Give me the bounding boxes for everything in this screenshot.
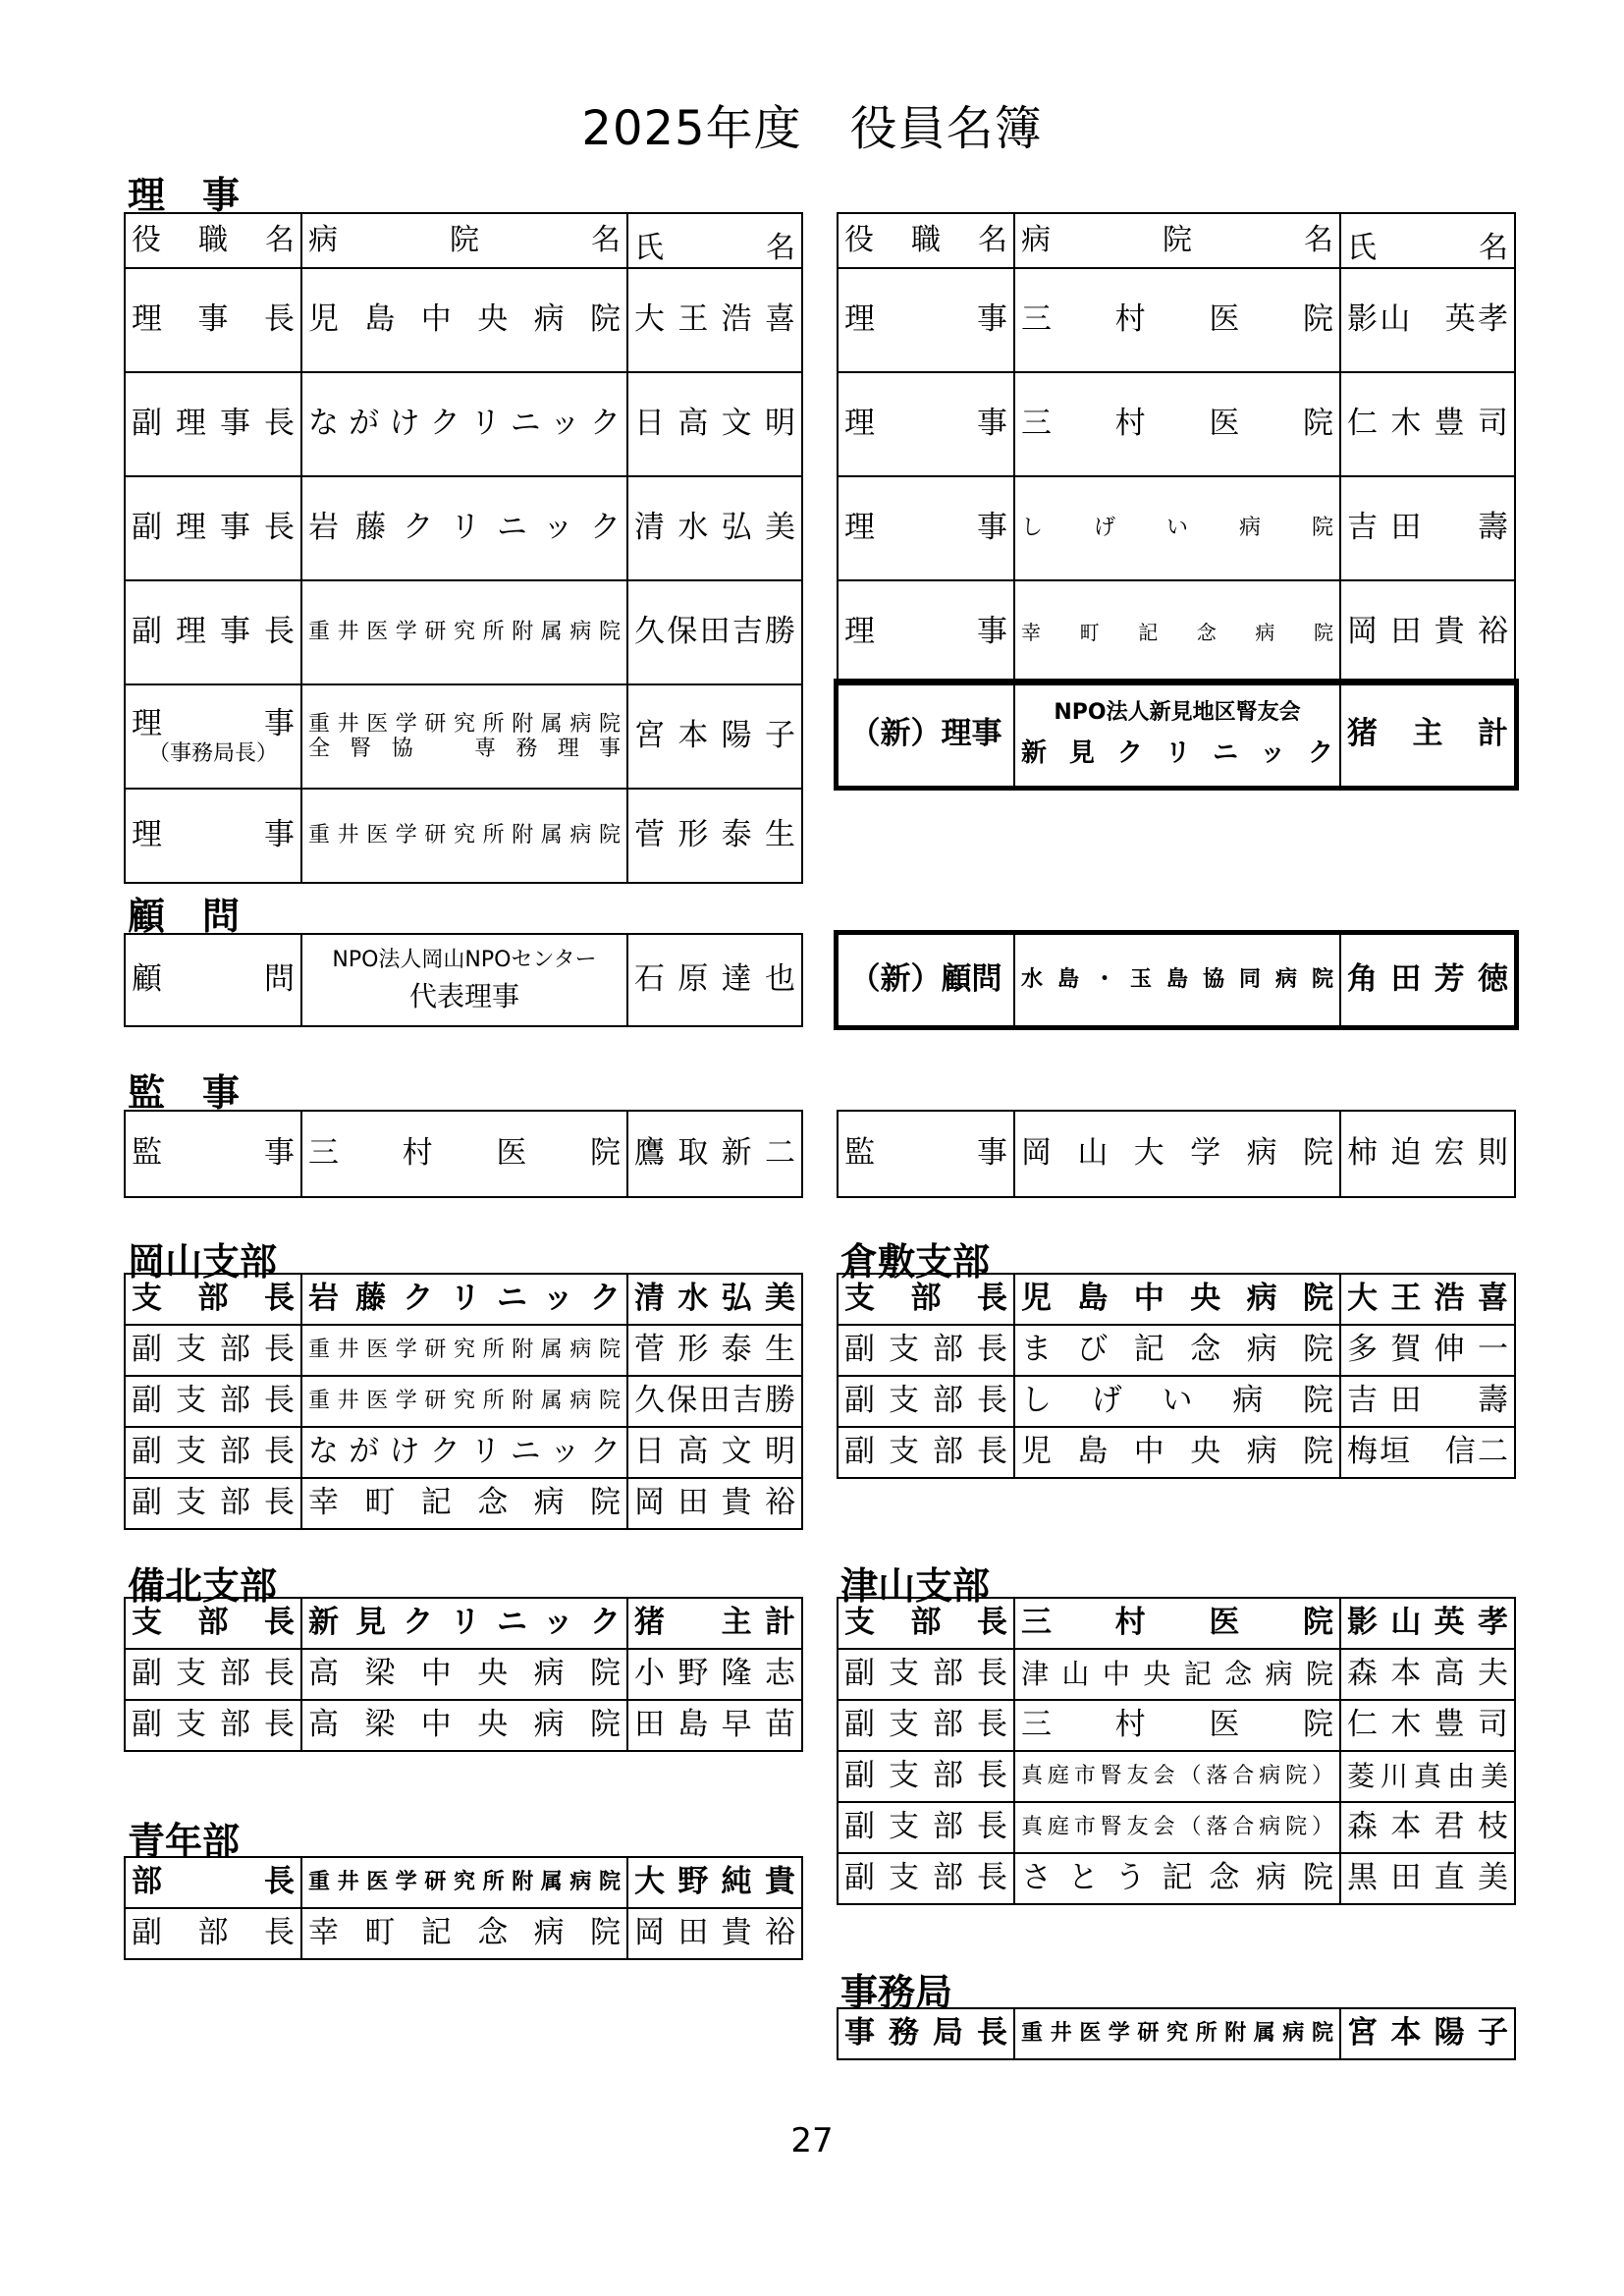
okayama-table — [124, 1273, 803, 1530]
table-row — [838, 1802, 1515, 1853]
hospital-cell: 三村医院 — [301, 1111, 627, 1197]
header-position: 役職名 — [838, 213, 1014, 268]
name-cell: 石原達也 — [627, 934, 802, 1026]
position-cell: 副部長 — [125, 1908, 301, 1959]
komon-right-table — [837, 933, 1516, 1027]
header-name: 氏名 — [627, 213, 802, 268]
hospital-cell: さとう記念病院 — [1014, 1853, 1340, 1904]
table-row — [125, 1598, 802, 1649]
table-row — [838, 1700, 1515, 1751]
name-cell: 日高文明 — [627, 1427, 802, 1478]
table-row — [125, 1908, 802, 1959]
table-row — [125, 1376, 802, 1427]
name-cell: 清水弘美 — [627, 1274, 802, 1325]
position-sub-label: （事務局長） — [147, 741, 278, 767]
section-jimukyoku: 事務局 — [840, 1971, 953, 2014]
table-row — [838, 1325, 1515, 1376]
position-cell: 副支部長 — [838, 1700, 1014, 1751]
name-cell: 岡田貴裕 — [1340, 580, 1515, 684]
position-cell: 事務局長 — [838, 2008, 1014, 2059]
name-cell: 鷹取新二 — [627, 1111, 802, 1197]
hospital-cell: 真庭市腎友会（落合病院） — [1014, 1802, 1340, 1853]
name-cell: 小野隆志 — [627, 1649, 802, 1700]
position-cell: 監事 — [838, 1111, 1014, 1197]
name-cell: 影山 英孝 — [1340, 268, 1515, 372]
name-cell: 清水弘美 — [627, 476, 802, 580]
hospital-cell: 児島中央病院 — [301, 268, 627, 372]
position-cell: 監事 — [125, 1111, 301, 1197]
jimukyoku-table — [837, 2007, 1516, 2060]
position-cell: 副支部長 — [125, 1649, 301, 1700]
table-row — [125, 684, 802, 789]
hospital-cell: 重井医学研究所附属病院 — [301, 1376, 627, 1427]
table-row — [838, 1853, 1515, 1904]
bihoku-table — [124, 1597, 803, 1752]
position-cell: 副支部長 — [125, 1376, 301, 1427]
name-cell: 仁木豊司 — [1340, 372, 1515, 476]
position-cell: 副支部長 — [838, 1325, 1014, 1376]
section-tsuyama: 津山支部 — [840, 1564, 991, 1608]
hospital-cell: 水島・玉島協同病院 — [1014, 934, 1340, 1026]
position-cell: 支部長 — [125, 1598, 301, 1649]
hospital-cell: 幸町記念病院 — [301, 1478, 627, 1529]
position-cell: 理事 — [125, 789, 301, 883]
table-row — [125, 1478, 802, 1529]
table-row — [838, 580, 1515, 684]
hospital-cell: 岡山大学病院 — [1014, 1111, 1340, 1197]
name-cell: 大王浩喜 — [1340, 1274, 1515, 1325]
position-cell: 理事長 — [125, 268, 301, 372]
hospital-cell: しげい病院 — [1014, 476, 1340, 580]
position-cell — [125, 684, 301, 789]
table-row — [838, 1274, 1515, 1325]
section-bihoku: 備北支部 — [128, 1564, 278, 1608]
position-cell: 副理事長 — [125, 372, 301, 476]
hospital-cell: 児島中央病院 — [1014, 1427, 1340, 1478]
table-row — [838, 268, 1515, 372]
hospital-cell: 津山中央記念病院 — [1014, 1649, 1340, 1700]
table-row — [838, 1751, 1515, 1802]
hospital-label: NPO法人新見地区腎友会 — [1054, 700, 1301, 726]
name-cell: 吉田 壽 — [1340, 476, 1515, 580]
name-cell: 大野純貴 — [627, 1857, 802, 1908]
position-cell: （新）顧問 — [838, 934, 1014, 1026]
name-cell: 多賀伸一 — [1340, 1325, 1515, 1376]
table-row — [838, 476, 1515, 580]
hospital-cell: 新見クリニック — [301, 1598, 627, 1649]
name-cell: 宮本陽子 — [1340, 2008, 1515, 2059]
position-cell: 支部長 — [125, 1274, 301, 1325]
section-riji: 理 事 — [128, 174, 241, 217]
section-okayama: 岡山支部 — [128, 1240, 278, 1284]
name-cell: 吉田 壽 — [1340, 1376, 1515, 1427]
riji-left-table — [124, 212, 803, 884]
header-position: 役職名 — [125, 213, 301, 268]
name-cell: 日高文明 — [627, 372, 802, 476]
hospital-cell: 重井医学研究所附属病院 — [301, 1325, 627, 1376]
table-row — [125, 1857, 802, 1908]
table-header — [125, 213, 802, 268]
hospital-cell: 真庭市腎友会（落合病院） — [1014, 1751, 1340, 1802]
section-seinen: 青年部 — [128, 1820, 241, 1863]
table-row — [838, 1598, 1515, 1649]
section-kanji: 監 事 — [128, 1071, 241, 1115]
hospital-cell: 重井医学研究所附属病院 — [1014, 2008, 1340, 2059]
section-kurashiki: 倉敷支部 — [840, 1240, 991, 1284]
table-row — [838, 372, 1515, 476]
hospital-cell — [301, 684, 627, 789]
hospital-cell: ながけクリニック — [301, 1427, 627, 1478]
name-cell: 仁木豊司 — [1340, 1700, 1515, 1751]
name-cell: 猪 主計 — [627, 1598, 802, 1649]
position-cell: 副支部長 — [838, 1427, 1014, 1478]
table-row — [125, 789, 802, 883]
name-cell: 菅形泰生 — [627, 789, 802, 883]
name-cell: 森本高夫 — [1340, 1649, 1515, 1700]
table-row — [125, 372, 802, 476]
name-cell: 菅形泰生 — [627, 1325, 802, 1376]
name-cell: 影山英孝 — [1340, 1598, 1515, 1649]
header-name: 氏名 — [1340, 213, 1515, 268]
name-cell: 菱川真由美 — [1340, 1751, 1515, 1802]
hospital-cell: しげい病院 — [1014, 1376, 1340, 1427]
hospital-cell: 岩藤クリニック — [301, 1274, 627, 1325]
table-row — [838, 934, 1515, 1026]
table-row — [125, 268, 802, 372]
hospital-cell: 児島中央病院 — [1014, 1274, 1340, 1325]
name-cell: 宮本陽子 — [627, 684, 802, 789]
hospital-cell: 三村医院 — [1014, 268, 1340, 372]
hospital-sub-label: 代表理事 — [408, 979, 519, 1012]
hospital-cell: 重井医学研究所附属病院 — [301, 789, 627, 883]
position-cell: 理事 — [838, 476, 1014, 580]
name-cell: 久保田吉勝 — [627, 580, 802, 684]
name-cell: 黒田直美 — [1340, 1853, 1515, 1904]
hospital-sub-label: 新見クリニック — [1021, 738, 1333, 768]
name-cell: 梅垣 信二 — [1340, 1427, 1515, 1478]
table-row — [125, 1427, 802, 1478]
table-row — [125, 1649, 802, 1700]
name-cell: 岡田貴裕 — [627, 1908, 802, 1959]
hospital-cell: 三村医院 — [1014, 1598, 1340, 1649]
position-label: 理事 — [132, 705, 295, 741]
position-cell: （新）理事 — [838, 683, 1014, 787]
hospital-cell: 三村医院 — [1014, 1700, 1340, 1751]
kanji-left-table — [124, 1110, 803, 1198]
hospital-cell: 幸町記念病院 — [301, 1908, 627, 1959]
hospital-label: NPO法人岡山NPOセンター — [332, 948, 597, 973]
position-cell: 理事 — [838, 372, 1014, 476]
position-cell: 理事 — [838, 268, 1014, 372]
header-hospital: 病院名 — [301, 213, 627, 268]
komon-left-table — [124, 933, 803, 1027]
name-cell: 柿迫宏則 — [1340, 1111, 1515, 1197]
table-header — [838, 213, 1515, 268]
hospital-label: 重井医学研究所附属病院 — [308, 711, 621, 737]
table-row — [838, 683, 1515, 787]
table-row — [838, 1111, 1515, 1197]
tsuyama-table — [837, 1597, 1516, 1905]
position-cell: 副理事長 — [125, 580, 301, 684]
table-row — [125, 934, 802, 1026]
riji-right-table — [837, 212, 1516, 685]
hospital-cell: 重井医学研究所附属病院 — [301, 1857, 627, 1908]
kurashiki-table — [837, 1273, 1516, 1479]
hospital-cell: 幸町記念病院 — [1014, 580, 1340, 684]
name-cell: 猪 主 計 — [1340, 683, 1515, 787]
seinen-table — [124, 1856, 803, 1960]
name-cell: 岡田貴裕 — [627, 1478, 802, 1529]
table-row — [838, 1649, 1515, 1700]
hospital-cell: 高梁中央病院 — [301, 1649, 627, 1700]
position-cell: 副支部長 — [125, 1478, 301, 1529]
table-row — [125, 476, 802, 580]
table-row — [125, 1325, 802, 1376]
hospital-cell: 重井医学研究所附属病院 — [301, 580, 627, 684]
table-row — [838, 2008, 1515, 2059]
header-hospital: 病院名 — [1014, 213, 1340, 268]
position-cell: 副理事長 — [125, 476, 301, 580]
position-cell: 副支部長 — [838, 1376, 1014, 1427]
hospital-cell — [1014, 683, 1340, 787]
position-cell: 支部長 — [838, 1598, 1014, 1649]
hospital-cell: まび記念病院 — [1014, 1325, 1340, 1376]
riji-new-table — [837, 682, 1516, 788]
hospital-cell: 高梁中央病院 — [301, 1700, 627, 1751]
position-cell: 副支部長 — [838, 1853, 1014, 1904]
page-title: 2025年度 役員名簿 — [581, 101, 1043, 156]
position-cell: 副支部長 — [838, 1751, 1014, 1802]
position-cell: 支部長 — [838, 1274, 1014, 1325]
name-cell: 大王浩喜 — [627, 268, 802, 372]
name-cell: 久保田吉勝 — [627, 1376, 802, 1427]
table-row — [125, 580, 802, 684]
hospital-cell — [301, 934, 627, 1026]
hospital-sub-label: 全腎協 専務理事 — [308, 737, 621, 761]
table-row — [838, 1427, 1515, 1478]
position-cell: 顧問 — [125, 934, 301, 1026]
position-cell: 副支部長 — [125, 1700, 301, 1751]
position-cell: 副支部長 — [125, 1427, 301, 1478]
position-cell: 理事 — [838, 580, 1014, 684]
position-cell: 副支部長 — [838, 1649, 1014, 1700]
position-cell: 副支部長 — [125, 1325, 301, 1376]
name-cell: 角田芳徳 — [1340, 934, 1515, 1026]
name-cell: 田島早苗 — [627, 1700, 802, 1751]
position-cell: 部長 — [125, 1857, 301, 1908]
name-cell: 森本君枝 — [1340, 1802, 1515, 1853]
section-komon: 顧 問 — [128, 895, 241, 938]
position-cell: 副支部長 — [838, 1802, 1014, 1853]
table-row — [125, 1700, 802, 1751]
hospital-cell: 三村医院 — [1014, 372, 1340, 476]
hospital-cell: 岩藤クリニック — [301, 476, 627, 580]
table-row — [125, 1274, 802, 1325]
table-row — [838, 1376, 1515, 1427]
kanji-right-table — [837, 1110, 1516, 1198]
table-row — [125, 1111, 802, 1197]
hospital-cell: ながけクリニック — [301, 372, 627, 476]
page-number: 27 — [790, 2121, 834, 2160]
